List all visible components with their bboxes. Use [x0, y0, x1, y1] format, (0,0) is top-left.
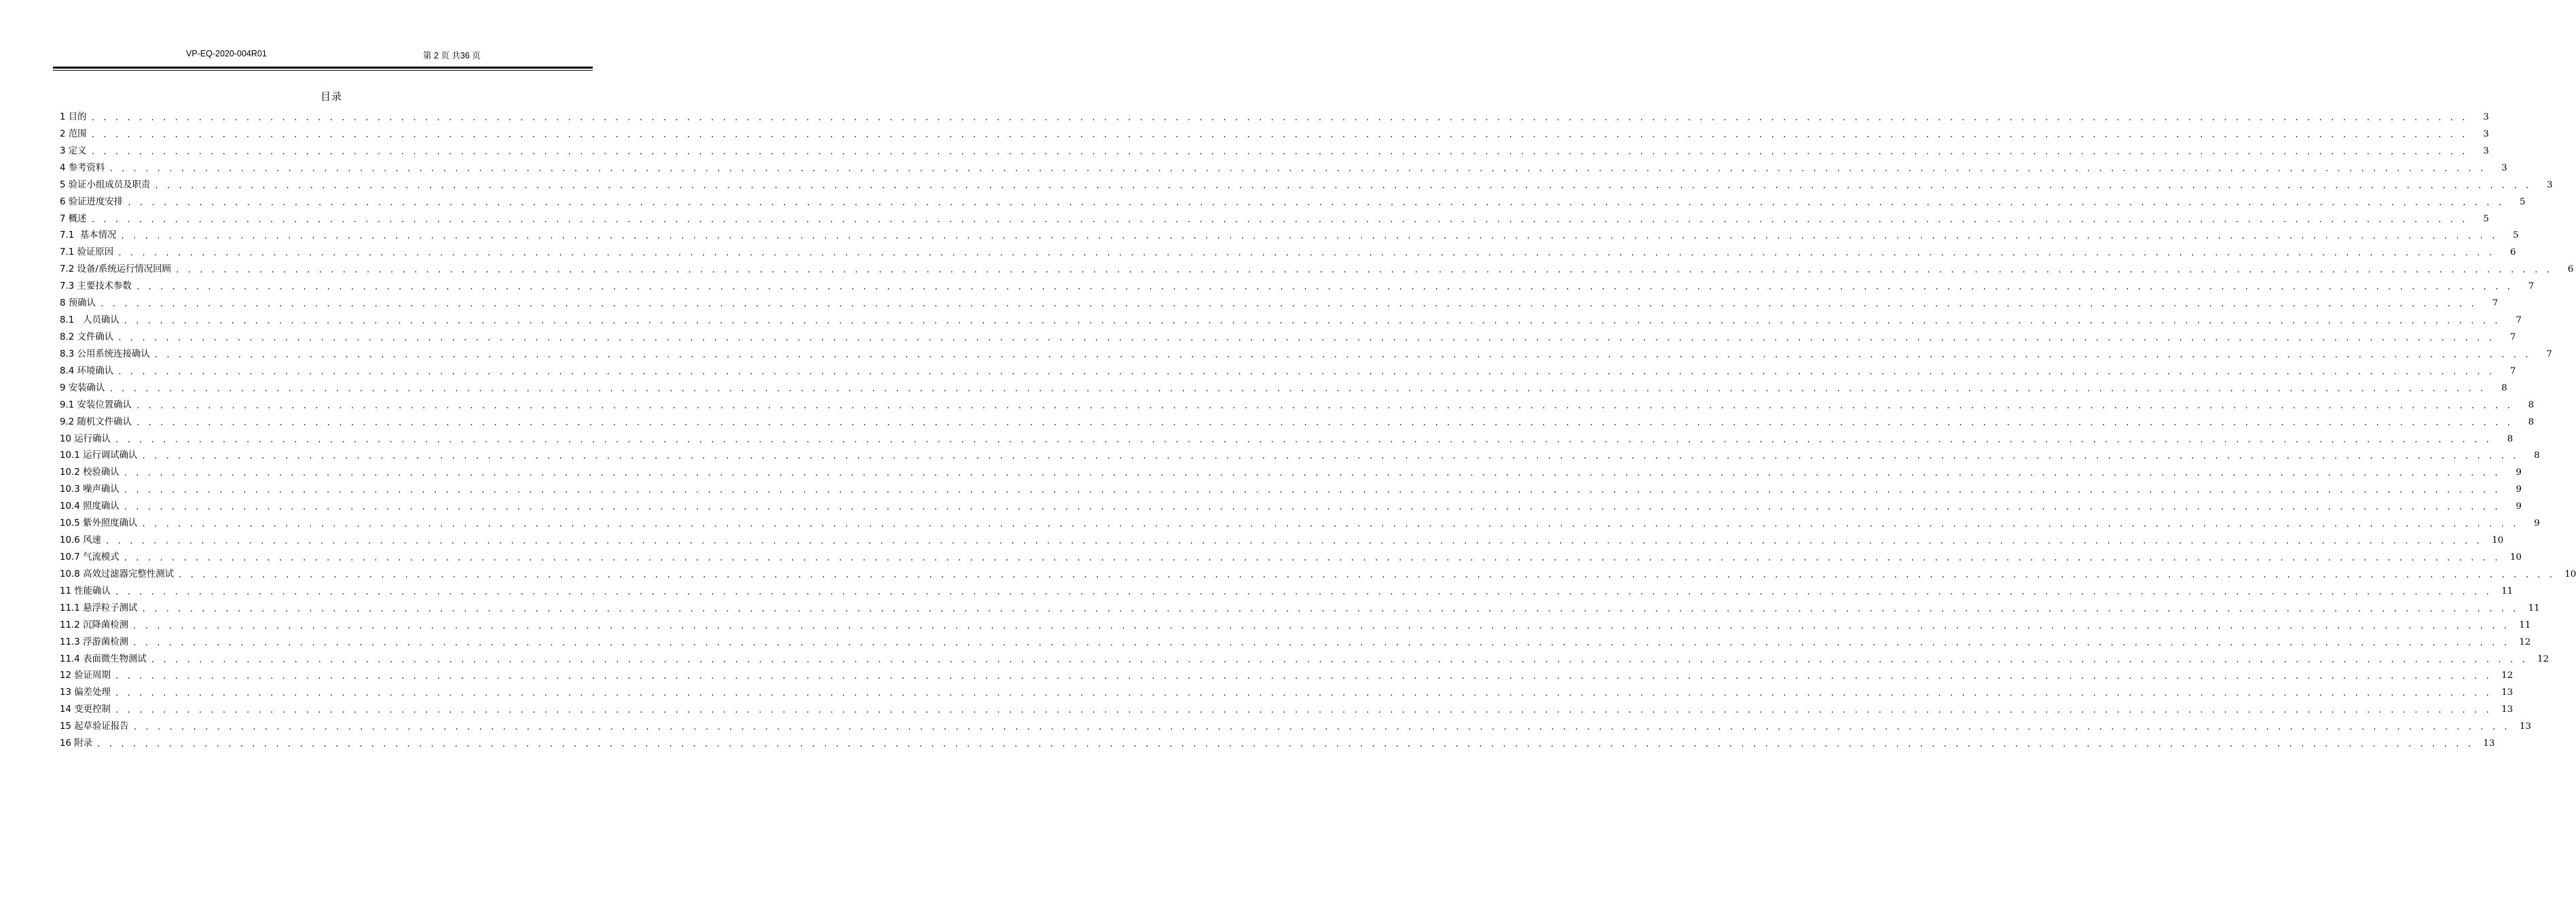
toc-dot-leader: . . . . . . . . . . . . . . . . . . . . . . . . . . . . . . . . . . . . . . . . . . . . . . . . . . . . . . . . . . . . . . . . . . . . . . . . . . . . . . . . . . . . . . . . . . . . . . . . . . . . . . . . . . . . . . . . . . . . . . . . . . . . . . . . . . . . . . . . . . . . . . . . . . . . . . . . . . . . . . . . . . . . . . . . . . . . . . . . . . . . . . . . . . . . . . . . . . . . . . . .: [90, 147, 2467, 156]
toc-dot-leader: . . . . . . . . . . . . . . . . . . . . . . . . . . . . . . . . . . . . . . . . . . . . . . . . . . . . . . . . . . . . . . . . . . . . . . . . . . . . . . . . . . . . . . . . . . . . . . . . . . . . . . . . . . . . . . . . . . . . . . . . . . . . . . . . . . . . . . . . . . . . . . . . . . . . . . . . . . . . . . . . . . . . . . . . . . . . . . . . . . . . . . . . . . . . . . . . . . . . . . . .: [90, 113, 2467, 122]
toc-entry[interactable]: [60, 482, 2522, 499]
toc-dot-leader: . . . . . . . . . . . . . . . . . . . . . . . . . . . . . . . . . . . . . . . . . . . . . . . . . . . . . . . . . . . . . . . . . . . . . . . . . . . . . . . . . . . . . . . . . . . . . . . . . . . . . . . . . . . . . . . . . . . . . . . . . . . . . . . . . . . . . . . . . . . . . . . . . . . . . . . . . . . . . . . . . . . . . . . . . . . . . . . . . . . . . . . . . . . . . . . . . . . . . . . .: [153, 350, 2531, 359]
toc-entry[interactable]: [60, 516, 2540, 533]
toc-dot-leader: . . . . . . . . . . . . . . . . . . . . . . . . . . . . . . . . . . . . . . . . . . . . . . . . . . . . . . . . . . . . . . . . . . . . . . . . . . . . . . . . . . . . . . . . . . . . . . . . . . . . . . . . . . . . . . . . . . . . . . . . . . . . . . . . . . . . . . . . . . . . . . . . . . . . . . . . . . . . . . . . . . . . . . . . . . . . . . . . . . . . . . . . . . . . . . . . . . . . . . . .: [109, 384, 2486, 393]
toc-entry[interactable]: [60, 736, 2495, 753]
toc-dot-leader: . . . . . . . . . . . . . . . . . . . . . . . . . . . . . . . . . . . . . . . . . . . . . . . . . . . . . . . . . . . . . . . . . . . . . . . . . . . . . . . . . . . . . . . . . . . . . . . . . . . . . . . . . . . . . . . . . . . . . . . . . . . . . . . . . . . . . . . . . . . . . . . . . . . . . . . . . . . . . . . . . . . . . . . . . . . . . . . . . . . . . . . . . . . . . . . . . . . . . . . .: [127, 198, 2504, 207]
page-indicator: 第 2 页 共36 页: [423, 51, 481, 60]
toc-entry-label: 9.2 随机文件确认: [60, 416, 132, 427]
toc-entry-page-number: 8: [2501, 382, 2507, 393]
toc-dot-leader: . . . . . . . . . . . . . . . . . . . . . . . . . . . . . . . . . . . . . . . . . . . . . . . . . . . . . . . . . . . . . . . . . . . . . . . . . . . . . . . . . . . . . . . . . . . . . . . . . . . . . . . . . . . . . . . . . . . . . . . . . . . . . . . . . . . . . . . . . . . . . . . . . . . . . . . . . . . . . . . . . . . . . . . . . . . . . . . . . . . . . . . . . . . . . . . . . . . . . . . .: [177, 570, 2555, 579]
toc-dot-leader: . . . . . . . . . . . . . . . . . . . . . . . . . . . . . . . . . . . . . . . . . . . . . . . . . . . . . . . . . . . . . . . . . . . . . . . . . . . . . . . . . . . . . . . . . . . . . . . . . . . . . . . . . . . . . . . . . . . . . . . . . . . . . . . . . . . . . . . . . . . . . . . . . . . . . . . . . . . . . . . . . . . . . . . . . . . . . . . . . . . . . . . . . . . . . . . . . . . . . . . .: [117, 249, 2495, 258]
toc-dot-leader: . . . . . . . . . . . . . . . . . . . . . . . . . . . . . . . . . . . . . . . . . . . . . . . . . . . . . . . . . . . . . . . . . . . . . . . . . . . . . . . . . . . . . . . . . . . . . . . . . . . . . . . . . . . . . . . . . . . . . . . . . . . . . . . . . . . . . . . . . . . . . . . . . . . . . . . . . . . . . . . . . . . . . . . . . . . . . . . . . . . . . . . . . . . . . . . . . . . . . . . .: [135, 418, 2513, 427]
toc-entry[interactable]: [60, 584, 2514, 601]
toc-entry-page-number: 9: [2516, 484, 2522, 495]
toc-entry[interactable]: [60, 363, 2516, 380]
toc-dot-leader: . . . . . . . . . . . . . . . . . . . . . . . . . . . . . . . . . . . . . . . . . . . . . . . . . . . . . . . . . . . . . . . . . . . . . . . . . . . . . . . . . . . . . . . . . . . . . . . . . . . . . . . . . . . . . . . . . . . . . . . . . . . . . . . . . . . . . . . . . . . . . . . . . . . . . . . . . . . . . . . . . . . . . . . . . . . . . . . . . . . . . . . . . . . . . . . . . . . . . . . .: [117, 367, 2495, 376]
toc-entry-page-number: 10: [2509, 552, 2522, 562]
toc-dot-leader: . . . . . . . . . . . . . . . . . . . . . . . . . . . . . . . . . . . . . . . . . . . . . . . . . . . . . . . . . . . . . . . . . . . . . . . . . . . . . . . . . . . . . . . . . . . . . . . . . . . . . . . . . . . . . . . . . . . . . . . . . . . . . . . . . . . . . . . . . . . . . . . . . . . . . . . . . . . . . . . . . . . . . . . . . . . . . . . . . . . . . . . . . . . . . . . . . . . . . . . .: [150, 655, 2528, 664]
toc-title: 目录: [320, 90, 342, 103]
toc-dot-leader: . . . . . . . . . . . . . . . . . . . . . . . . . . . . . . . . . . . . . . . . . . . . . . . . . . . . . . . . . . . . . . . . . . . . . . . . . . . . . . . . . . . . . . . . . . . . . . . . . . . . . . . . . . . . . . . . . . . . . . . . . . . . . . . . . . . . . . . . . . . . . . . . . . . . . . . . . . . . . . . . . . . . . . . . . . . . . . . . . . . . . . . . . . . . . . . . . . . . . . . .: [123, 503, 2500, 512]
toc-entry[interactable]: [60, 601, 2540, 617]
toc-entry[interactable]: [60, 397, 2535, 414]
toc-entry[interactable]: [60, 499, 2522, 516]
toc-entry-label: 6 验证进度安排: [60, 196, 124, 207]
toc-entry-label: 10.5 紫外照度确认: [60, 518, 138, 529]
toc-entry-page-number: 5: [2519, 196, 2526, 207]
toc-dot-leader: . . . . . . . . . . . . . . . . . . . . . . . . . . . . . . . . . . . . . . . . . . . . . . . . . . . . . . . . . . . . . . . . . . . . . . . . . . . . . . . . . . . . . . . . . . . . . . . . . . . . . . . . . . . . . . . . . . . . . . . . . . . . . . . . . . . . . . . . . . . . . . . . . . . . . . . . . . . . . . . . . . . . . . . . . . . . . . . . . . . . . . . . . . . . . . . . . . . . . . . .: [99, 300, 2477, 309]
toc-entry-label: 11.3 浮游菌检测: [60, 637, 129, 647]
toc-entry-page-number: 9: [2534, 518, 2540, 529]
toc-dot-leader: . . . . . . . . . . . . . . . . . . . . . . . . . . . . . . . . . . . . . . . . . . . . . . . . . . . . . . . . . . . . . . . . . . . . . . . . . . . . . . . . . . . . . . . . . . . . . . . . . . . . . . . . . . . . . . . . . . . . . . . . . . . . . . . . . . . . . . . . . . . . . . . . . . . . . . . . . . . . . . . . . . . . . . . . . . . . . . . . . . . . . . . . . . . . . . . . . . . . . . . .: [105, 537, 2482, 546]
toc-entry-page-number: 3: [2547, 179, 2553, 190]
toc-entry[interactable]: [60, 160, 2507, 177]
toc-entry-page-number: 10: [2564, 569, 2576, 579]
page-header: [53, 49, 593, 62]
toc-entry[interactable]: [60, 296, 2499, 312]
toc-entry[interactable]: [60, 465, 2522, 482]
toc-entry-page-number: 6: [2567, 264, 2574, 275]
toc-entry-page-number: 11: [2528, 603, 2540, 613]
toc-dot-leader: . . . . . . . . . . . . . . . . . . . . . . . . . . . . . . . . . . . . . . . . . . . . . . . . . . . . . . . . . . . . . . . . . . . . . . . . . . . . . . . . . . . . . . . . . . . . . . . . . . . . . . . . . . . . . . . . . . . . . . . . . . . . . . . . . . . . . . . . . . . . . . . . . . . . . . . . . . . . . . . . . . . . . . . . . . . . . . . . . . . . . . . . . . . . . . . . . . . . . . . .: [141, 452, 2518, 461]
toc-entry[interactable]: [60, 533, 2504, 550]
toc-dot-leader: . . . . . . . . . . . . . . . . . . . . . . . . . . . . . . . . . . . . . . . . . . . . . . . . . . . . . . . . . . . . . . . . . . . . . . . . . . . . . . . . . . . . . . . . . . . . . . . . . . . . . . . . . . . . . . . . . . . . . . . . . . . . . . . . . . . . . . . . . . . . . . . . . . . . . . . . . . . . . . . . . . . . . . . . . . . . . . . . . . . . . . . . . . . . . . . . . . . . . . . .: [135, 401, 2513, 410]
toc-entry-page-number: 7: [2516, 315, 2522, 326]
toc-entry-label: 8 预确认: [60, 298, 96, 309]
toc-entry[interactable]: [60, 143, 2489, 160]
toc-dot-leader: . . . . . . . . . . . . . . . . . . . . . . . . . . . . . . . . . . . . . . . . . . . . . . . . . . . . . . . . . . . . . . . . . . . . . . . . . . . . . . . . . . . . . . . . . . . . . . . . . . . . . . . . . . . . . . . . . . . . . . . . . . . . . . . . . . . . . . . . . . . . . . . . . . . . . . . . . . . . . . . . . . . . . . . . . . . . . . . . . . . . . . . . . . . . . . . . . . . . . . . .: [114, 435, 2492, 444]
toc-entry[interactable]: [60, 380, 2507, 397]
toc-entry[interactable]: [60, 617, 2531, 634]
toc-entry[interactable]: [60, 651, 2550, 668]
toc-dot-leader: . . . . . . . . . . . . . . . . . . . . . . . . . . . . . . . . . . . . . . . . . . . . . . . . . . . . . . . . . . . . . . . . . . . . . . . . . . . . . . . . . . . . . . . . . . . . . . . . . . . . . . . . . . . . . . . . . . . . . . . . . . . . . . . . . . . . . . . . . . . . . . . . . . . . . . . . . . . . . . . . . . . . . . . . . . . . . . . . . . . . . . . . . . . . . . . . . . . . . . . .: [154, 181, 2531, 190]
toc-dot-leader: . . . . . . . . . . . . . . . . . . . . . . . . . . . . . . . . . . . . . . . . . . . . . . . . . . . . . . . . . . . . . . . . . . . . . . . . . . . . . . . . . . . . . . . . . . . . . . . . . . . . . . . . . . . . . . . . . . . . . . . . . . . . . . . . . . . . . . . . . . . . . . . . . . . . . . . . . . . . . . . . . . . . . . . . . . . . . . . . . . . . . . . . . . . . . . . . . . . . . . . .: [90, 215, 2467, 224]
toc-entry-label: 11.1 悬浮粒子测试: [60, 603, 138, 613]
toc-dot-leader: . . . . . . . . . . . . . . . . . . . . . . . . . . . . . . . . . . . . . . . . . . . . . . . . . . . . . . . . . . . . . . . . . . . . . . . . . . . . . . . . . . . . . . . . . . . . . . . . . . . . . . . . . . . . . . . . . . . . . . . . . . . . . . . . . . . . . . . . . . . . . . . . . . . . . . . . . . . . . . . . . . . . . . . . . . . . . . . . . . . . . . . . . . . . . . . . . . . . . . . .: [135, 283, 2513, 292]
toc-entry-label: 7.3 主要技术参数: [60, 281, 132, 292]
toc-dot-leader: . . . . . . . . . . . . . . . . . . . . . . . . . . . . . . . . . . . . . . . . . . . . . . . . . . . . . . . . . . . . . . . . . . . . . . . . . . . . . . . . . . . . . . . . . . . . . . . . . . . . . . . . . . . . . . . . . . . . . . . . . . . . . . . . . . . . . . . . . . . . . . . . . . . . . . . . . . . . . . . . . . . . . . . . . . . . . . . . . . . . . . . . . . . . . . . . . . . . . . . .: [114, 689, 2492, 698]
toc-entry-page-number: 3: [2483, 128, 2489, 139]
toc-dot-leader: . . . . . . . . . . . . . . . . . . . . . . . . . . . . . . . . . . . . . . . . . . . . . . . . . . . . . . . . . . . . . . . . . . . . . . . . . . . . . . . . . . . . . . . . . . . . . . . . . . . . . . . . . . . . . . . . . . . . . . . . . . . . . . . . . . . . . . . . . . . . . . . . . . . . . . . . . . . . . . . . . . . . . . . . . . . . . . . . . . . . . . . . . . . . . . . . . . . . . . . .: [174, 266, 2552, 275]
header-rule-thin: [53, 70, 593, 71]
toc-entry-label: 3 定义: [60, 145, 87, 156]
toc-entry-page-number: 7: [2509, 332, 2516, 342]
toc-entry-page-number: 13: [2483, 738, 2495, 749]
toc-entry-page-number: 8: [2528, 416, 2535, 427]
toc-dot-leader: . . . . . . . . . . . . . . . . . . . . . . . . . . . . . . . . . . . . . . . . . . . . . . . . . . . . . . . . . . . . . . . . . . . . . . . . . . . . . . . . . . . . . . . . . . . . . . . . . . . . . . . . . . . . . . . . . . . . . . . . . . . . . . . . . . . . . . . . . . . . . . . . . . . . . . . . . . . . . . . . . . . . . . . . . . . . . . . . . . . . . . . . . . . . . . . . . . . . . . . .: [132, 638, 2509, 647]
toc-entry-label: 8.2 文件确认: [60, 332, 114, 342]
table-of-contents: [60, 109, 2576, 753]
toc-entry-page-number: 10: [2492, 535, 2504, 546]
toc-entry[interactable]: [60, 262, 2574, 279]
toc-entry-label: 10.6 风速: [60, 535, 101, 546]
toc-dot-leader: . . . . . . . . . . . . . . . . . . . . . . . . . . . . . . . . . . . . . . . . . . . . . . . . . . . . . . . . . . . . . . . . . . . . . . . . . . . . . . . . . . . . . . . . . . . . . . . . . . . . . . . . . . . . . . . . . . . . . . . . . . . . . . . . . . . . . . . . . . . . . . . . . . . . . . . . . . . . . . . . . . . . . . . . . . . . . . . . . . . . . . . . . . . . . . . . . . . . . . . .: [120, 232, 2497, 241]
toc-entry-page-number: 11: [2501, 586, 2514, 596]
toc-entry-label: 5 验证小组成员及职责: [60, 179, 151, 190]
toc-entry[interactable]: [60, 719, 2531, 736]
toc-dot-leader: . . . . . . . . . . . . . . . . . . . . . . . . . . . . . . . . . . . . . . . . . . . . . . . . . . . . . . . . . . . . . . . . . . . . . . . . . . . . . . . . . . . . . . . . . . . . . . . . . . . . . . . . . . . . . . . . . . . . . . . . . . . . . . . . . . . . . . . . . . . . . . . . . . . . . . . . . . . . . . . . . . . . . . . . . . . . . . . . . . . . . . . . . . . . . . . . . . . . . . . .: [114, 587, 2492, 596]
toc-entry-page-number: 6: [2509, 247, 2516, 258]
toc-entry[interactable]: [60, 634, 2531, 651]
toc-entry-label: 8.3 公用系统连接确认: [60, 348, 150, 359]
toc-entry-label: 4 参考资料: [60, 162, 105, 173]
toc-entry-page-number: 3: [2483, 145, 2489, 156]
toc-entry-label: 1 目的: [60, 112, 87, 122]
toc-dot-leader: . . . . . . . . . . . . . . . . . . . . . . . . . . . . . . . . . . . . . . . . . . . . . . . . . . . . . . . . . . . . . . . . . . . . . . . . . . . . . . . . . . . . . . . . . . . . . . . . . . . . . . . . . . . . . . . . . . . . . . . . . . . . . . . . . . . . . . . . . . . . . . . . . . . . . . . . . . . . . . . . . . . . . . . . . . . . . . . . . . . . . . . . . . . . . . . . . . . . . . . .: [90, 130, 2467, 139]
toc-entry[interactable]: [60, 109, 2489, 126]
toc-entry-label: 11 性能确认: [60, 586, 111, 596]
toc-entry[interactable]: [60, 346, 2552, 363]
toc-entry[interactable]: [60, 194, 2526, 211]
toc-entry-label: 10.8 高效过滤器完整性测试: [60, 569, 174, 579]
toc-entry-page-number: 7: [2492, 298, 2499, 309]
toc-entry-page-number: 11: [2519, 620, 2531, 630]
toc-dot-leader: . . . . . . . . . . . . . . . . . . . . . . . . . . . . . . . . . . . . . . . . . . . . . . . . . . . . . . . . . . . . . . . . . . . . . . . . . . . . . . . . . . . . . . . . . . . . . . . . . . . . . . . . . . . . . . . . . . . . . . . . . . . . . . . . . . . . . . . . . . . . . . . . . . . . . . . . . . . . . . . . . . . . . . . . . . . . . . . . . . . . . . . . . . . . . . . . . . . . . . . .: [132, 723, 2509, 732]
toc-entry[interactable]: [60, 312, 2522, 329]
toc-entry-label: 10.7 气流模式: [60, 552, 119, 562]
toc-entry-page-number: 7: [2509, 365, 2516, 376]
toc-dot-leader: . . . . . . . . . . . . . . . . . . . . . . . . . . . . . . . . . . . . . . . . . . . . . . . . . . . . . . . . . . . . . . . . . . . . . . . . . . . . . . . . . . . . . . . . . . . . . . . . . . . . . . . . . . . . . . . . . . . . . . . . . . . . . . . . . . . . . . . . . . . . . . . . . . . . . . . . . . . . . . . . . . . . . . . . . . . . . . . . . . . . . . . . . . . . . . . . . . . . . . . .: [96, 740, 2473, 749]
toc-entry-label: 10.4 照度确认: [60, 501, 119, 512]
toc-dot-leader: . . . . . . . . . . . . . . . . . . . . . . . . . . . . . . . . . . . . . . . . . . . . . . . . . . . . . . . . . . . . . . . . . . . . . . . . . . . . . . . . . . . . . . . . . . . . . . . . . . . . . . . . . . . . . . . . . . . . . . . . . . . . . . . . . . . . . . . . . . . . . . . . . . . . . . . . . . . . . . . . . . . . . . . . . . . . . . . . . . . . . . . . . . . . . . . . . . . . . . . .: [123, 469, 2500, 478]
toc-entry-page-number: 13: [2501, 704, 2514, 715]
toc-dot-leader: . . . . . . . . . . . . . . . . . . . . . . . . . . . . . . . . . . . . . . . . . . . . . . . . . . . . . . . . . . . . . . . . . . . . . . . . . . . . . . . . . . . . . . . . . . . . . . . . . . . . . . . . . . . . . . . . . . . . . . . . . . . . . . . . . . . . . . . . . . . . . . . . . . . . . . . . . . . . . . . . . . . . . . . . . . . . . . . . . . . . . . . . . . . . . . . . . . . . . . . .: [141, 604, 2518, 613]
toc-entry-page-number: 7: [2528, 281, 2535, 292]
toc-entry-page-number: 12: [2519, 637, 2531, 647]
toc-entry[interactable]: [60, 448, 2540, 465]
toc-entry[interactable]: [60, 126, 2489, 143]
toc-entry[interactable]: [60, 329, 2516, 346]
toc-dot-leader: . . . . . . . . . . . . . . . . . . . . . . . . . . . . . . . . . . . . . . . . . . . . . . . . . . . . . . . . . . . . . . . . . . . . . . . . . . . . . . . . . . . . . . . . . . . . . . . . . . . . . . . . . . . . . . . . . . . . . . . . . . . . . . . . . . . . . . . . . . . . . . . . . . . . . . . . . . . . . . . . . . . . . . . . . . . . . . . . . . . . . . . . . . . . . . . . . . . . . . . .: [114, 672, 2492, 681]
toc-entry-label: 10.1 运行调试确认: [60, 450, 138, 461]
toc-entry-label: 11.4 表面微生物测试: [60, 654, 147, 664]
toc-entry-page-number: 3: [2501, 162, 2507, 173]
toc-entry-page-number: 13: [2501, 687, 2514, 698]
toc-entry-label: 9.1 安装位置确认: [60, 399, 132, 410]
toc-entry-label: 10.2 校验确认: [60, 467, 119, 478]
toc-entry-label: 8.4 环境确认: [60, 365, 114, 376]
toc-dot-leader: . . . . . . . . . . . . . . . . . . . . . . . . . . . . . . . . . . . . . . . . . . . . . . . . . . . . . . . . . . . . . . . . . . . . . . . . . . . . . . . . . . . . . . . . . . . . . . . . . . . . . . . . . . . . . . . . . . . . . . . . . . . . . . . . . . . . . . . . . . . . . . . . . . . . . . . . . . . . . . . . . . . . . . . . . . . . . . . . . . . . . . . . . . . . . . . . . . . . . . . .: [123, 317, 2500, 326]
toc-entry[interactable]: [60, 228, 2519, 245]
toc-entry-label: 14 变更控制: [60, 704, 111, 715]
toc-entry-label: 15 起草验证报告: [60, 721, 129, 732]
toc-dot-leader: . . . . . . . . . . . . . . . . . . . . . . . . . . . . . . . . . . . . . . . . . . . . . . . . . . . . . . . . . . . . . . . . . . . . . . . . . . . . . . . . . . . . . . . . . . . . . . . . . . . . . . . . . . . . . . . . . . . . . . . . . . . . . . . . . . . . . . . . . . . . . . . . . . . . . . . . . . . . . . . . . . . . . . . . . . . . . . . . . . . . . . . . . . . . . . . . . . . . . . . .: [132, 621, 2509, 630]
toc-entry[interactable]: [60, 414, 2535, 431]
toc-entry-page-number: 8: [2528, 399, 2535, 410]
toc-entry[interactable]: [60, 431, 2514, 448]
toc-entry-label: 13 偏差处理: [60, 687, 111, 698]
toc-entry-page-number: 7: [2546, 348, 2552, 359]
toc-entry-page-number: 5: [2513, 230, 2519, 241]
toc-entry-label: 10.3 噪声确认: [60, 484, 119, 495]
toc-entry[interactable]: [60, 668, 2514, 685]
toc-entry-label: 16 附录: [60, 738, 93, 749]
toc-entry-page-number: 12: [2501, 670, 2514, 681]
toc-entry-label: 7 概述: [60, 213, 87, 224]
toc-entry-page-number: 8: [2507, 433, 2514, 444]
document-id: VP-EQ-2020-004R01: [186, 49, 267, 58]
toc-entry-page-number: 5: [2483, 213, 2489, 224]
toc-dot-leader: . . . . . . . . . . . . . . . . . . . . . . . . . . . . . . . . . . . . . . . . . . . . . . . . . . . . . . . . . . . . . . . . . . . . . . . . . . . . . . . . . . . . . . . . . . . . . . . . . . . . . . . . . . . . . . . . . . . . . . . . . . . . . . . . . . . . . . . . . . . . . . . . . . . . . . . . . . . . . . . . . . . . . . . . . . . . . . . . . . . . . . . . . . . . . . . . . . . . . . . .: [114, 706, 2492, 715]
toc-entry-label: 8.1 人员确认: [60, 315, 119, 326]
toc-entry[interactable]: [60, 702, 2514, 719]
toc-dot-leader: . . . . . . . . . . . . . . . . . . . . . . . . . . . . . . . . . . . . . . . . . . . . . . . . . . . . . . . . . . . . . . . . . . . . . . . . . . . . . . . . . . . . . . . . . . . . . . . . . . . . . . . . . . . . . . . . . . . . . . . . . . . . . . . . . . . . . . . . . . . . . . . . . . . . . . . . . . . . . . . . . . . . . . . . . . . . . . . . . . . . . . . . . . . . . . . . . . . . . . . .: [117, 333, 2495, 342]
toc-entry-label: 10 运行确认: [60, 433, 111, 444]
toc-entry-label: 7.1 验证原因: [60, 247, 114, 258]
toc-entry-label: 9 安装确认: [60, 382, 105, 393]
toc-entry[interactable]: [60, 211, 2489, 228]
toc-entry-label: 11.2 沉降菌检测: [60, 620, 129, 630]
toc-entry[interactable]: [60, 279, 2535, 296]
toc-entry-page-number: 13: [2519, 721, 2531, 732]
toc-entry[interactable]: [60, 550, 2522, 567]
toc-dot-leader: . . . . . . . . . . . . . . . . . . . . . . . . . . . . . . . . . . . . . . . . . . . . . . . . . . . . . . . . . . . . . . . . . . . . . . . . . . . . . . . . . . . . . . . . . . . . . . . . . . . . . . . . . . . . . . . . . . . . . . . . . . . . . . . . . . . . . . . . . . . . . . . . . . . . . . . . . . . . . . . . . . . . . . . . . . . . . . . . . . . . . . . . . . . . . . . . . . . . . . . .: [109, 164, 2486, 173]
toc-dot-leader: . . . . . . . . . . . . . . . . . . . . . . . . . . . . . . . . . . . . . . . . . . . . . . . . . . . . . . . . . . . . . . . . . . . . . . . . . . . . . . . . . . . . . . . . . . . . . . . . . . . . . . . . . . . . . . . . . . . . . . . . . . . . . . . . . . . . . . . . . . . . . . . . . . . . . . . . . . . . . . . . . . . . . . . . . . . . . . . . . . . . . . . . . . . . . . . . . . . . . . . .: [123, 553, 2500, 562]
toc-entry-label: 2 范围: [60, 128, 87, 139]
toc-entry-page-number: 9: [2516, 501, 2522, 512]
toc-entry-page-number: 3: [2483, 112, 2489, 122]
toc-entry[interactable]: [60, 177, 2553, 194]
toc-entry-page-number: 12: [2537, 654, 2550, 664]
toc-entry-page-number: 9: [2516, 467, 2522, 478]
toc-dot-leader: . . . . . . . . . . . . . . . . . . . . . . . . . . . . . . . . . . . . . . . . . . . . . . . . . . . . . . . . . . . . . . . . . . . . . . . . . . . . . . . . . . . . . . . . . . . . . . . . . . . . . . . . . . . . . . . . . . . . . . . . . . . . . . . . . . . . . . . . . . . . . . . . . . . . . . . . . . . . . . . . . . . . . . . . . . . . . . . . . . . . . . . . . . . . . . . . . . . . . . . .: [123, 486, 2500, 495]
toc-entry-label: 12 验证周期: [60, 670, 111, 681]
toc-entry[interactable]: [60, 245, 2516, 262]
toc-entry-page-number: 8: [2534, 450, 2540, 461]
toc-entry-label: 7.2 设备/系统运行情况回顾: [60, 264, 171, 275]
toc-dot-leader: . . . . . . . . . . . . . . . . . . . . . . . . . . . . . . . . . . . . . . . . . . . . . . . . . . . . . . . . . . . . . . . . . . . . . . . . . . . . . . . . . . . . . . . . . . . . . . . . . . . . . . . . . . . . . . . . . . . . . . . . . . . . . . . . . . . . . . . . . . . . . . . . . . . . . . . . . . . . . . . . . . . . . . . . . . . . . . . . . . . . . . . . . . . . . . . . . . . . . . . .: [141, 520, 2518, 529]
header-rule-thick: [53, 67, 593, 69]
toc-entry[interactable]: [60, 685, 2514, 702]
toc-entry[interactable]: [60, 567, 2576, 584]
toc-entry-label: 7.1 基本情况: [60, 230, 117, 241]
